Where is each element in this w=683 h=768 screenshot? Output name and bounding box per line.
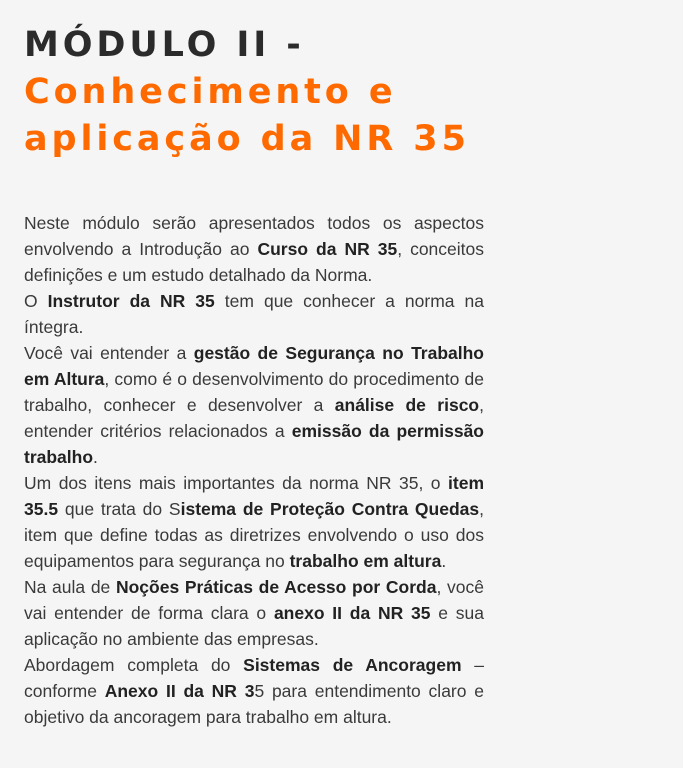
text-run: 5 para entendimento claro e objetivo da ancoragem para trabalho em altura.	[24, 681, 484, 727]
module-title	[24, 22, 664, 163]
bold-run: Sistemas de Ancoragem	[243, 655, 462, 675]
bold-run: gestão de Segurança no Trabalho em Altura	[24, 343, 484, 389]
paragraph-intro	[24, 210, 484, 288]
module-title-line-1: MÓDULO II -	[24, 25, 305, 65]
text-run: – conforme	[24, 655, 484, 701]
bold-run: Anexo II da NR 3	[104, 681, 255, 701]
paragraph-instructor	[24, 288, 484, 340]
text-run: .	[93, 447, 98, 467]
bold-run: análise de risco	[334, 395, 480, 415]
text-run: , item que define todas as diretrizes envolvendo o uso dos equipamentos para segurança no	[24, 499, 484, 571]
text-run: Neste módulo serão apresentados todos os aspectos envolvendo a Introdução ao	[24, 213, 484, 259]
bold-run: Noções Práticas de Acesso por Corda	[115, 577, 437, 597]
text-run: que trata do S	[58, 499, 181, 519]
bold-run: trabalho em altura	[289, 551, 442, 571]
text-run: e sua aplicação no ambiente das empresas.	[24, 603, 484, 649]
text-run: Você vai entender a	[24, 343, 194, 363]
bold-run: istema de Proteção Contra Quedas	[180, 499, 480, 519]
text-run: Abordagem completa do	[24, 655, 244, 675]
text-run: O	[24, 291, 48, 311]
text-run: , como é o desenvolvimento do procedimento de trabalho, conhecer e desenvolver a	[24, 369, 484, 415]
module-description	[24, 210, 484, 730]
paragraph-anchorage	[24, 652, 484, 730]
module-title-line-2: Conhecimento e	[24, 72, 397, 112]
text-run: , conceitos definições e um estudo detalhado da Norma.	[24, 239, 485, 285]
paragraph-rope-access	[24, 574, 484, 652]
bold-run: Curso da NR 35	[257, 239, 398, 259]
text-run: Um dos itens mais importantes da norma NR 35, o	[24, 473, 449, 493]
bold-run: Instrutor da NR 35	[47, 291, 215, 311]
bold-run: item 35.5	[24, 473, 484, 519]
text-run: tem que conhecer a norma na íntegra.	[24, 291, 484, 337]
paragraph-management	[24, 340, 484, 470]
module-title-line-3: aplicação da NR 35	[24, 119, 470, 159]
text-run: Na aula de	[24, 577, 116, 597]
text-run: .	[441, 551, 447, 571]
paragraph-fall-protection	[24, 470, 484, 574]
bold-run: anexo II da NR 35	[273, 603, 431, 623]
text-run: , entender critérios relacionados a	[24, 395, 484, 441]
text-run: , você vai entender de forma clara o	[24, 577, 484, 623]
bold-run: emissão da permissão trabalho	[24, 421, 484, 467]
